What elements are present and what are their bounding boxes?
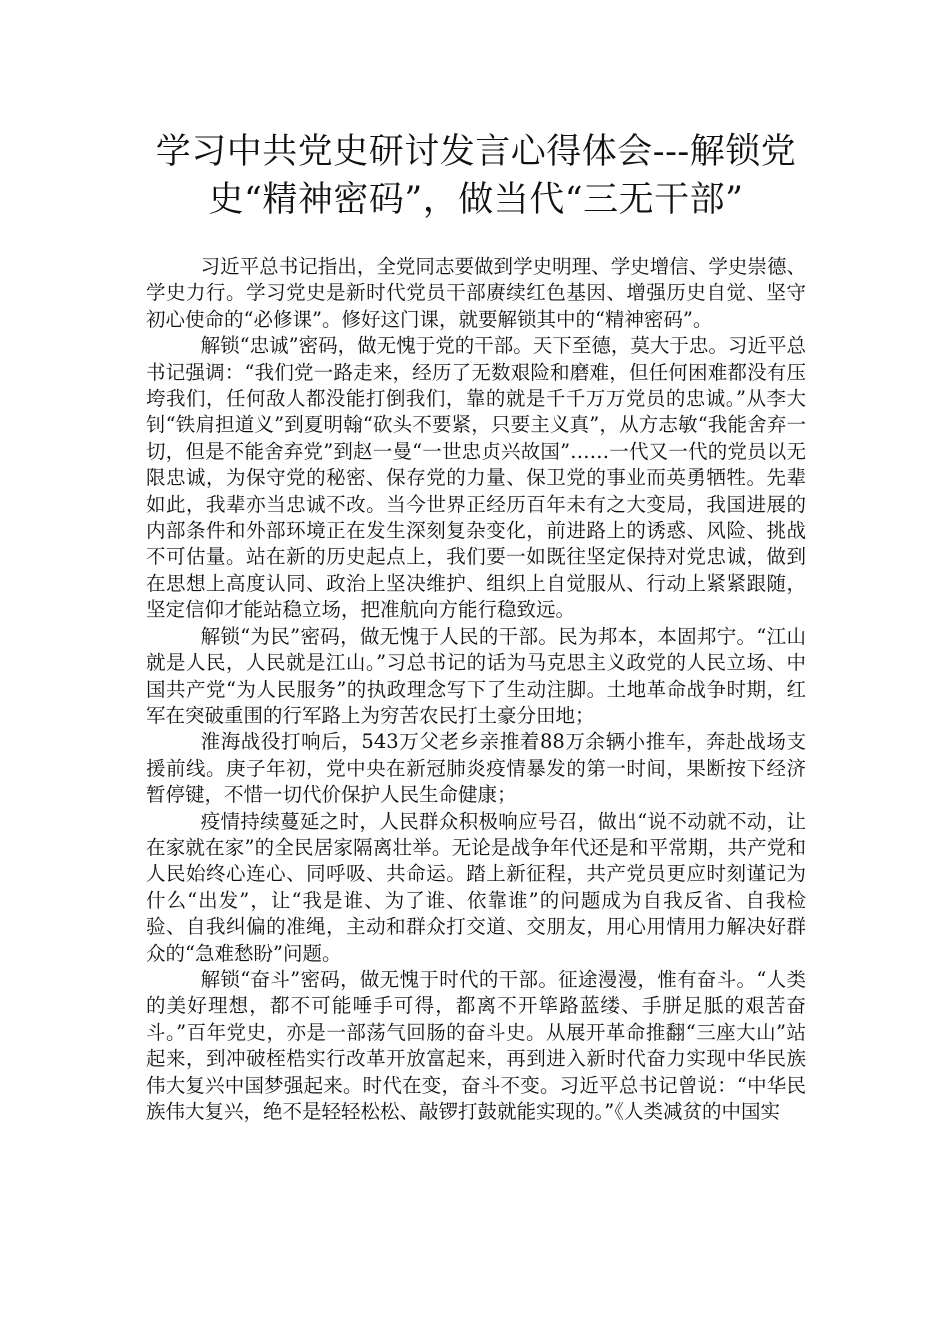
document-body [146, 254, 806, 1125]
document-title: 学习中共党史研讨发言心得体会---解锁党史“精神密码”，做当代“三无干部” [155, 132, 797, 220]
paragraph-struggle: 解锁“奋斗”密码，做无愧于时代的干部。征途漫漫，惟有奋斗。“人类的美好理想，都不可能唾手可得，都离不开筚路蓝缕、手胼足胝的艰苦奋斗。”百年党史，亦是一部荡气回肠的奋斗史。从展开革命推翻“三座大山”站起来，到冲破桎梏实行改革开放富起来，再到进入新时代奋力实现中华民族伟大复兴中国梦强起来。时代在变，奋斗不变。习近平总书记曾说：“中华民族伟大复兴，绝不是轻轻松松、敲锣打鼓就能实现的。”《人类减贫的中国实 [146, 967, 806, 1123]
paragraph-intro: 习近平总书记指出，全党同志要做到学史明理、学史增信、学史崇德、学史力行。学习党史是新时代党员干部赓续红色基因、增强历史自觉、坚守初心使命的“必修课”。修好这门课，就要解锁其中的“精神密码”。 [146, 255, 806, 331]
paragraph-people: 解锁“为民”密码，做无愧于人民的干部。民为邦本，本固邦宁。“江山就是人民，人民就是江山。”习总书记的话为马克思主义政党的人民立场、中国共产党“为人民服务”的执政理念写下了生动注脚。土地革命战争时期，红军在突破重围的行军路上为穷苦农民打土豪分田地； [146, 624, 806, 727]
document-page [146, 128, 806, 1125]
paragraph-epidemic: 疫情持续蔓延之时，人民群众积极响应号召，做出“说不动就不动，让在家就在家”的全民居家隔离壮举。无论是战争年代还是和平常期，共产党和人民始终心连心、同呼吸、共命运。踏上新征程，共产党员更应时刻谨记为什么“出发”，让“我是谁、为了谁、依靠谁”的问题成为自我反省、自我检验、自我纠偏的准绳，主动和群众打交道、交朋友，用心用情用力解决好群众的“急难愁盼”问题。 [146, 809, 806, 965]
paragraph-huaihai: 淮海战役打响后，543万父老乡亲推着88万余辆小推车，奔赴战场支援前线。庚子年初，党中央在新冠肺炎疫情暴发的第一时间，果断按下经济暂停键，不惜一切代价保护人民生命健康； [146, 730, 806, 807]
paragraph-loyalty: 解锁“忠诚”密码，做无愧于党的干部。天下至德，莫大于忠。习近平总书记强调：“我们党一路走来，经历了无数艰险和磨难，但任何困难都没有压垮我们，任何敌人都没能打倒我们，靠的就是千千万万党员的忠诚。”从李大钊“铁肩担道义”到夏明翰“砍头不要紧，只要主义真”，从方志敏“我能舍弃一切，但是不能舍弃党”到赵一曼“一世忠贞兴故国”……一代又一代的党员以无限忠诚，为保守党的秘密、保存党的力量、保卫党的事业而英勇牺牲。先辈如此，我辈亦当忠诚不改。当今世界正经历百年未有之大变局，我国进展的内部条件和外部环境正在发生深刻复杂变化，前进路上的诱惑、风险、挑战不可估量。站在新的历史起点上，我们要一如既往坚定保持对党忠诚，做到在思想上高度认同、政治上坚决维护、组织上自觉服从、行动上紧紧跟随，坚定信仰才能站稳立场，把准航向方能行稳致远。 [146, 334, 806, 622]
